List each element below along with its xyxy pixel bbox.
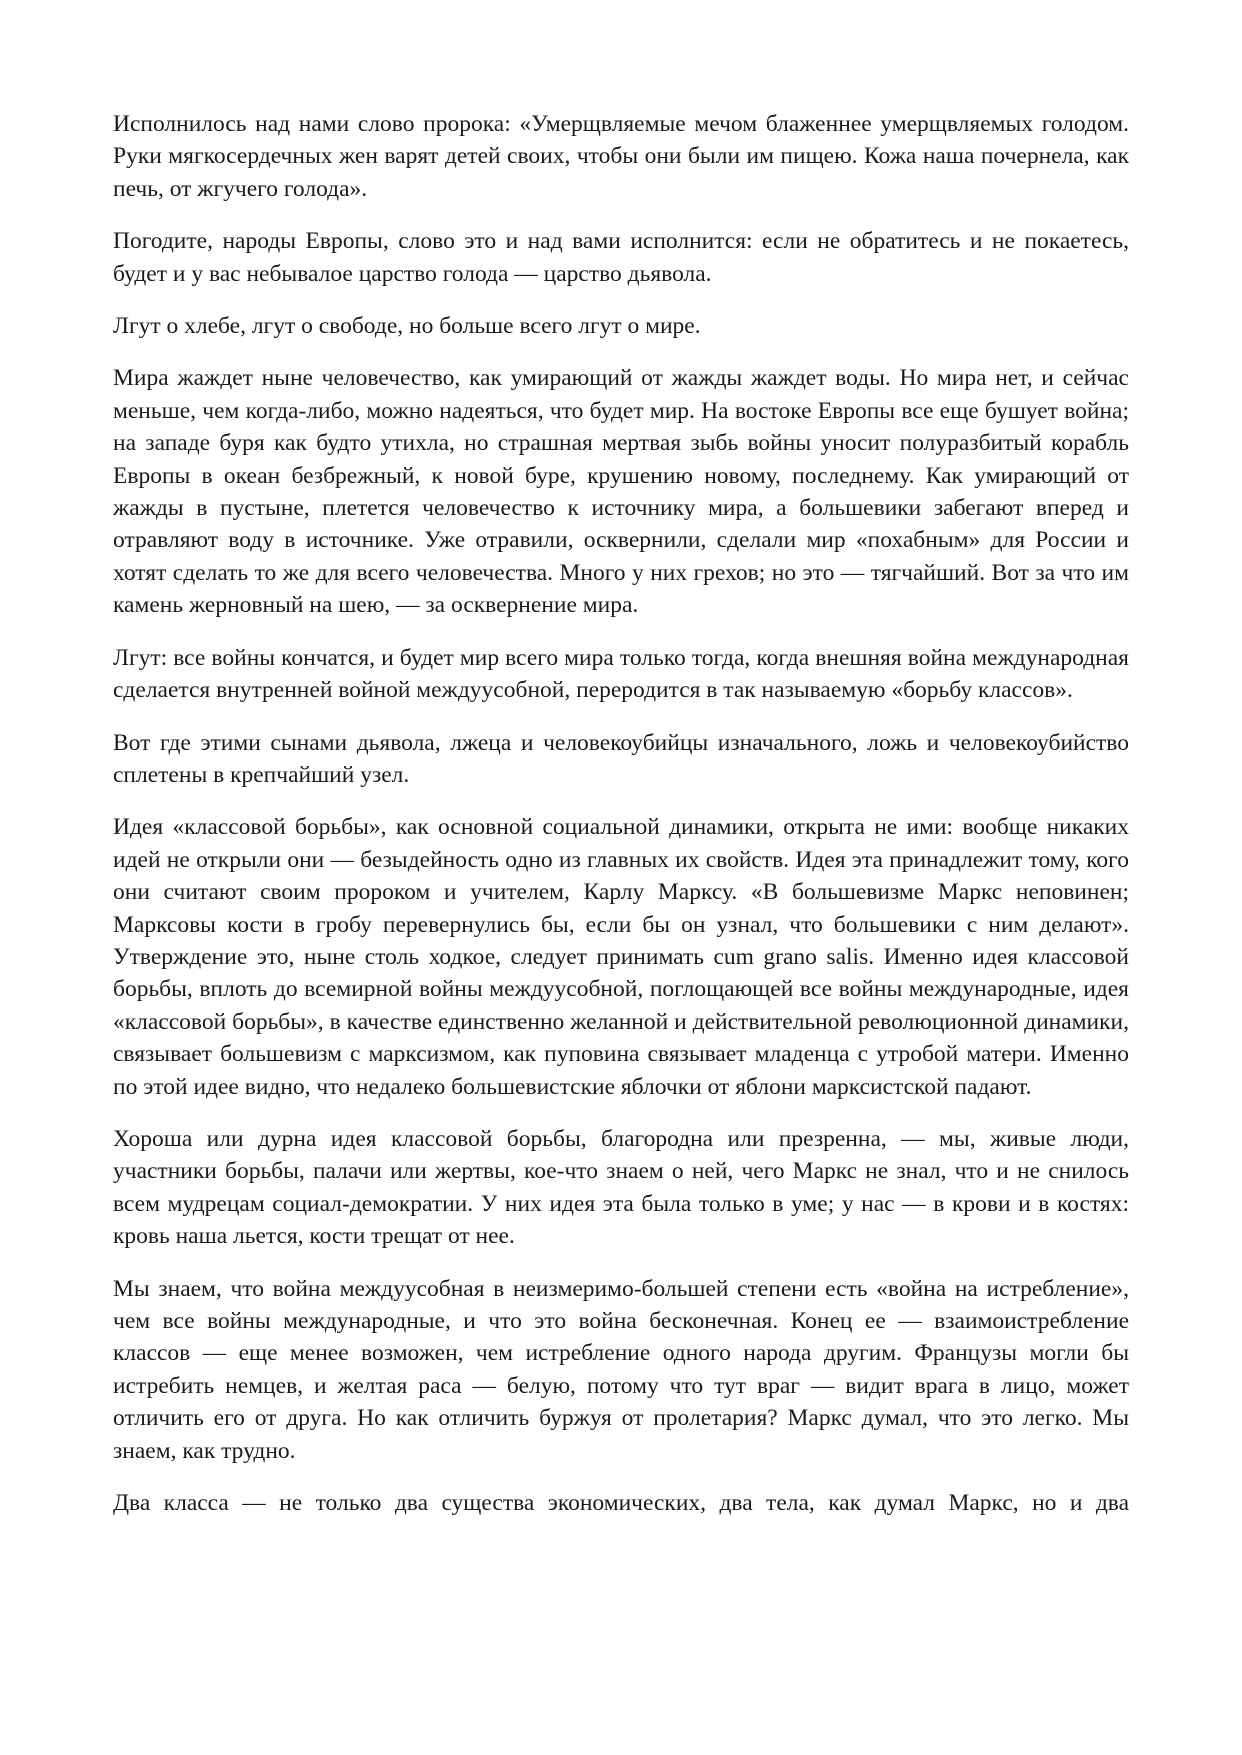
paragraph-class-war: Лгут: все войны кончатся, и будет мир всего мира только тогда, когда внешняя война международная сделается внутренней войной междуусобной, переродится в так называемую «борьбу классов». [113,644,1129,704]
paragraph-two-classes: Два класса — не только два существа экономических, два тела, как думал Маркс, но и два [113,1490,1129,1517]
paragraph-peace: Мира жаждет ныне человечество, как умирающий от жажды жаждет воды. Но мира нет, и сейчас меньше, чем когда-либо, можно надеяться, что будет мир. На востоке Европы все еще бушует война; на западе буря как будто утихла, но страшная мертвая зыбь войны уносит полуразбитый корабль Европы в океан безбрежный, к новой буре, крушению новому, последнему. Как умирающий от жажды в пустыне, плетется человечество к источнику мира, а большевики забегают вперед и отравляют воду в источнике. Уже отравили, осквернили, сделали мир «похабным» для России и хотят сделать то же для всего человечества. Много у них грехов; но это — тягчайший. Вот за что им камень жерновный на шею, — за осквернение мира. [113,365,1129,619]
paragraph-war-of-extermination: Мы знаем, что война междуусобная в неизмеримо-большей степени есть «война на истребление», чем все войны международные, и что это война бесконечная. Конец ее — взаимоистребление классов — еще менее возможен, чем истребление одного народа другим. Французы могли бы истребить немцев, и желтая раса — белую, потому что тут враг — видит врага в лицо, может отличить его от друга. Но как отличить буржуя от пролетария? Маркс думал, что это легко. Мы знаем, как трудно. [113,1275,1129,1464]
paragraph-lies: Лгут о хлебе, лгут о свободе, но больше всего лгут о мире. [113,313,701,340]
paragraph-good-or-bad: Хороша или дурна идея классовой борьбы, благородна или презренна, — мы, живые люди, участники борьбы, палачи или жертвы, кое-что знаем о ней, чего Маркс не знал, что и не снилось всем мудрецам социал-демократии. У них идея эта была только в уме; у нас — в крови и в костях: кровь наша льется, кости трещат от нее. [113,1125,1129,1250]
document-page [113,108,1129,1539]
paragraph-peoples-of-europe: Погодите, народы Европы, слово это и над вами исполнится: если не обратитесь и не покаетесь, будет и у вас небывалое царство голода — царство дьявола. [113,228,1129,287]
paragraph-class-struggle-idea: Идея «классовой борьбы», как основной социальной динамики, открыта не ими: вообще никаких идей не открыли они — безыдейность одно из главных их свойств. Идея эта принадлежит тому, кого они считают своим пророком и учителем, Карлу Марксу. «В большевизме Маркс неповинен; Марксовы кости в гробу перевернулись бы, если бы он узнал, что большевики с ним делают». Утверждение это, ныне столь ходкое, следует принимать cum grano salis. Именно идея классовой борьбы, вплоть до всемирной войны междуусобной, поглощающей все войны международные, идея «классовой борьбы», в качестве единственно желанной и действительной революционной динамики, связывает большевизм с марксизмом, как пуповина связывает младенца с утробой матери. Именно по этой идее видно, что недалеко большевистские яблочки от яблони марксистской падают. [113,814,1129,1100]
paragraph-sons-of-devil: Вот где этими сынами дьявола, лжеца и человекоубийцы изначального, ложь и человекоубийство сплетены в крепчайший узел. [113,729,1129,788]
paragraph-prophecy: Исполнилось над нами слово пророка: «Умерщвляемые мечом блаженнее умерщвляемых голодом. Руки мягкосердечных жен варят детей своих, чтобы они были им пищею. Кожа наша почернела, как печь, от жгучего голода». [113,111,1129,202]
